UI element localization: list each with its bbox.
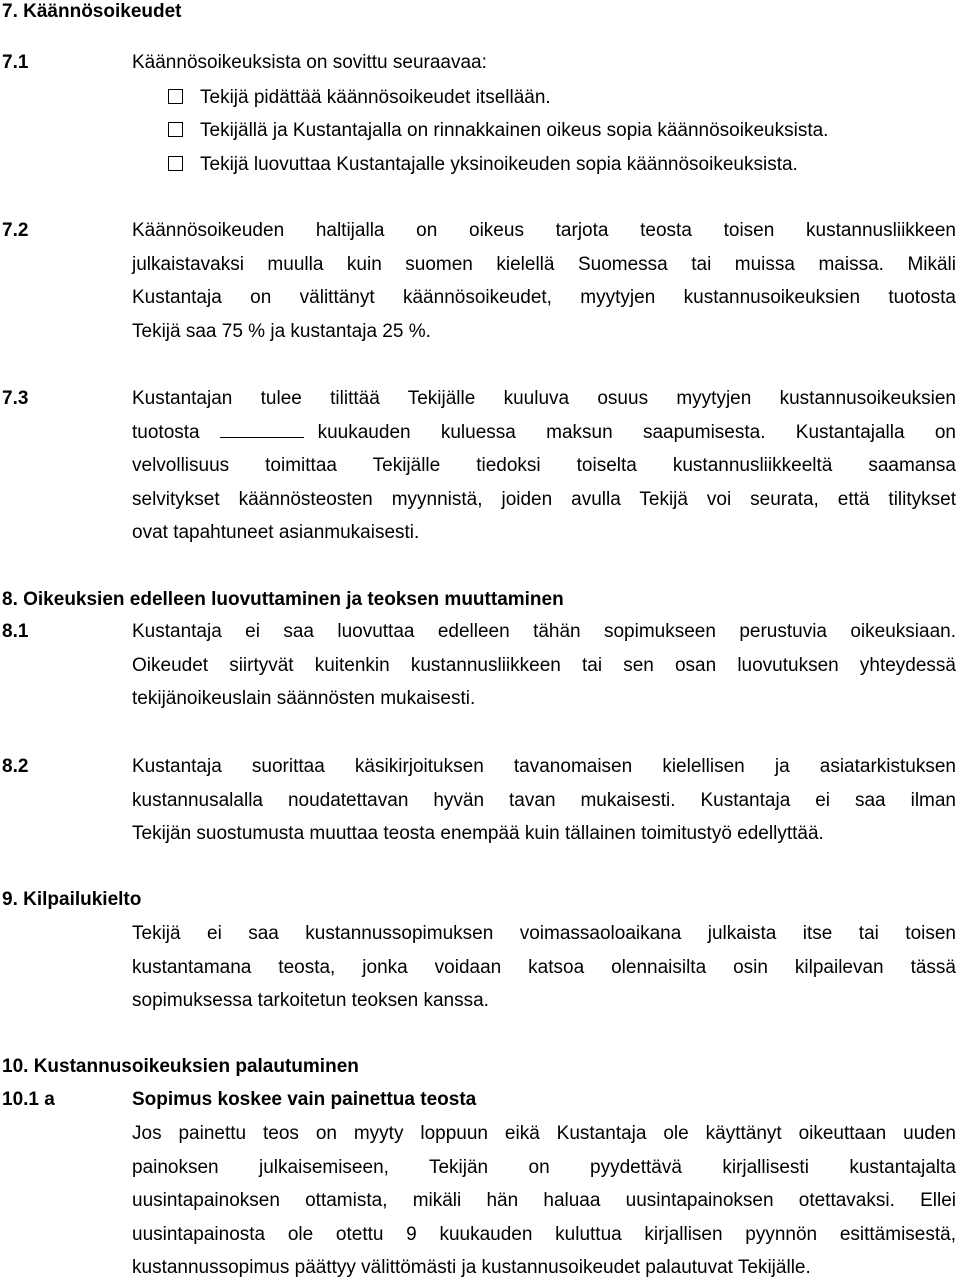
text-fragment: tuotosta: [132, 421, 200, 443]
clause-10-1a-title: Sopimus koskee vain painettua teosta: [132, 1089, 477, 1110]
section-10-heading: 10. Kustannusoikeuksien palautuminen: [2, 1056, 359, 1077]
text-line: kustantamana teosta, jonka voidaan katsoa olennaisilta osin kilpailevan tässä: [132, 956, 956, 978]
option-3[interactable]: [168, 153, 798, 177]
option-1-label: Tekijä pidättää käännösoikeudet itsellään.: [200, 87, 551, 108]
text-line: Tekijän suostumusta muuttaa teosta enempää kuin tällainen toimitustyö edellyttää.: [132, 823, 824, 844]
clause-10-1a-text: [132, 1117, 956, 1285]
clause-7-1-intro: [132, 46, 956, 80]
text-line: Käännösoikeuden haltijalla on oikeus tarjota teosta toisen kustannusliikkeen: [132, 220, 956, 241]
text-line: Kustantajan tulee tilittää Tekijälle kuuluva osuus myytyjen kustannusoikeuksien: [132, 388, 956, 409]
text-line: Oikeudet siirtyvät kuitenkin kustannusliikkeen tai sen osan luovutuksen yhteydessä: [132, 654, 956, 676]
text-line: kustannussopimus päättyy välittömästi ja kustannusoikeudet palautuvat Tekijälle.: [132, 1257, 811, 1278]
section-9-text: [132, 917, 956, 1018]
clause-8-1-number: 8.1: [2, 621, 29, 642]
option-2[interactable]: [168, 119, 828, 143]
section-8-heading: 8. Oikeuksien edelleen luovuttaminen ja teoksen muuttaminen: [2, 589, 564, 610]
checkbox-icon[interactable]: [168, 89, 183, 104]
text-line: Tekijä ei saa kustannussopimuksen voimassaoloaikana julkaista itse tai toisen: [132, 923, 956, 944]
clause-7-1-intro-text: Käännösoikeuksista on sovittu seuraavaa:: [132, 52, 487, 73]
text-line: velvollisuus toimittaa Tekijälle tiedoksi toiselta kustannusliikkeeltä saamansa: [132, 455, 956, 476]
text-line: selvitykset käännösteosten myynnistä, joiden avulla Tekijä voi seurata, että tilitykset: [132, 488, 956, 510]
clause-8-1-text: [132, 615, 956, 716]
months-blank-field[interactable]: [220, 420, 304, 438]
clause-7-2-text: [132, 214, 956, 348]
text-line: ovat tapahtuneet asianmukaisesti.: [132, 522, 420, 543]
option-2-label: Tekijällä ja Kustantajalla on rinnakkainen oikeus sopia käännösoikeuksista.: [200, 120, 829, 141]
text-fragment: kuukauden kuluessa maksun saapumisesta. Kustantajalla on: [317, 421, 956, 443]
text-line: tekijänoikeuslain säännösten mukaisesti.: [132, 688, 476, 709]
text-line: julkaistavaksi muulla kuin suomen kielellä Suomessa tai muissa maissa. Mikäli: [132, 253, 956, 275]
clause-7-2-number: 7.2: [2, 220, 29, 241]
clause-7-3-number: 7.3: [2, 388, 29, 409]
text-line: kustannusalalla noudatettavan hyvän tavan mukaisesti. Kustantaja ei saa ilman: [132, 789, 956, 811]
checkbox-icon[interactable]: [168, 156, 183, 171]
text-line-with-blank: [132, 416, 956, 450]
text-line: Kustantaja on välittänyt käännösoikeudet, myytyjen kustannusoikeuksien tuotosta: [132, 287, 956, 308]
section-7-heading: 7. Käännösoikeudet: [2, 1, 182, 22]
clause-8-2-text: [132, 750, 956, 851]
text-line: Jos painettu teos on myyty loppuun eikä Kustantaja ole käyttänyt oikeuttaan uuden: [132, 1123, 956, 1144]
option-1[interactable]: [168, 86, 551, 110]
text-line: Kustantaja ei saa luovuttaa edelleen tähän sopimukseen perustuvia oikeuksiaan.: [132, 621, 956, 642]
text-line: Kustantaja suorittaa käsikirjoituksen tavanomaisen kielellisen ja asiatarkistuksen: [132, 756, 956, 777]
clause-10-1a-number: 10.1 a: [2, 1089, 55, 1110]
text-line: painoksen julkaisemiseen, Tekijän on pyydettävä kirjallisesti kustantajalta: [132, 1156, 956, 1178]
text-line: sopimuksessa tarkoitetun teoksen kanssa.: [132, 990, 489, 1011]
clause-7-1-number: 7.1: [2, 52, 29, 73]
checkbox-icon[interactable]: [168, 122, 183, 137]
text-line: uusintapainosta ole otettu 9 kuukauden kuluttua kirjallisen pyynnön esittämisestä,: [132, 1223, 956, 1245]
clause-7-3-text: [132, 382, 956, 550]
clause-8-2-number: 8.2: [2, 756, 29, 777]
option-3-label: Tekijä luovuttaa Kustantajalle yksinoikeuden sopia käännösoikeuksista.: [200, 154, 798, 175]
text-line: Tekijä saa 75 % ja kustantaja 25 %.: [132, 320, 431, 342]
section-9-heading: 9. Kilpailukielto: [2, 889, 142, 910]
text-line: uusintapainoksen ottamista, mikäli hän haluaa uusintapainoksen otettavaksi. Ellei: [132, 1190, 956, 1211]
